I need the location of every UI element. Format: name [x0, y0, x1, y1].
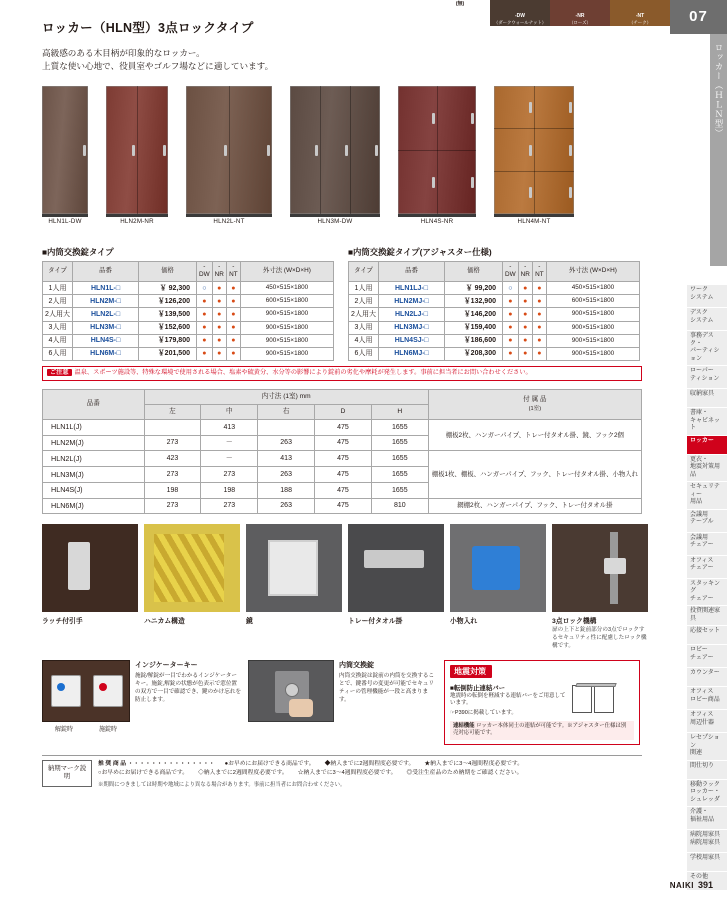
locker-illustration — [398, 86, 476, 214]
price-std-cell-dw: ● — [197, 308, 213, 321]
feature-1 — [144, 524, 240, 650]
rail-item-15[interactable]: ロビー チェアー — [687, 645, 727, 668]
delivery-legend — [42, 755, 642, 789]
swatch-nt-code: （チーク） — [629, 19, 651, 25]
price-adj-cell-nt: ● — [532, 334, 546, 347]
indicator-unlocked-label: 解錠時 — [54, 726, 73, 733]
table-row — [43, 321, 334, 334]
price-std-cell-nr: ● — [212, 308, 226, 321]
dim-col-d: D — [315, 405, 372, 420]
price-adj-cell-price: ￥186,600 — [445, 334, 503, 347]
table-row — [349, 321, 640, 334]
dim-cell: － — [201, 435, 258, 451]
quake-note — [450, 721, 634, 740]
dim-col-inner: 内寸法 (1室) mm — [144, 390, 428, 405]
price-table-adjuster-wrap — [348, 246, 640, 361]
dim-cell-fittings: 棚板2枚、ハンガーパイプ、トレー付タオル掛、鏡、フック2個 — [428, 419, 641, 450]
price-std-cell-dw: ● — [197, 295, 213, 308]
dim-cell: 263 — [258, 435, 315, 451]
dim-cell: HLN4S(J) — [43, 482, 145, 498]
dim-cell: 1655 — [371, 467, 428, 483]
price-std-cell-size: 450×515×1800 — [240, 282, 333, 295]
price-std-cell-nr: ● — [212, 347, 226, 360]
rail-item-3[interactable]: ローパー ティション — [687, 366, 727, 389]
price-adj-cell-dw: ● — [503, 321, 519, 334]
price-std-cell-dw: ● — [197, 334, 213, 347]
dim-cell: 273 — [201, 467, 258, 483]
price-adj-cell-nr: ● — [518, 347, 532, 360]
price-std-cell-type: 2人用 — [43, 295, 73, 308]
price-std-cell-type: 2人用大 — [43, 308, 73, 321]
table-row — [349, 347, 640, 360]
price-adj-cell-code: HLN2LJ-□ — [379, 308, 445, 321]
dim-cell: 198 — [201, 482, 258, 498]
product-photo-row — [42, 86, 642, 238]
product-photo-0 — [42, 86, 88, 225]
dim-cell: 188 — [258, 482, 315, 498]
rail-item-17[interactable]: オフィス ロビー商品 — [687, 687, 727, 710]
price-std-col-5: -NT — [226, 261, 240, 282]
cylinder-panel — [248, 660, 438, 745]
legend-item: ★納入までに3～4週間程度必要です。 — [424, 760, 524, 767]
price-adj-cell-type: 6人用 — [349, 347, 379, 360]
price-std-cell-dw: ● — [197, 321, 213, 334]
price-std-cell-size: 900×515×1800 — [240, 347, 333, 360]
dim-col-center: 中 — [201, 405, 258, 420]
price-std-col-4: -NR — [212, 261, 226, 282]
dim-cell-fittings: 網棚2枚、ハンガーパイプ、フック、トレー付タオル掛 — [428, 498, 641, 514]
quake-sub-1: ■転倒防止連結バー — [450, 684, 505, 692]
feature-image-5 — [552, 524, 648, 612]
price-adj-cell-price: ￥146,200 — [445, 308, 503, 321]
price-adj-cell-code: HLN1LJ-□ — [379, 282, 445, 295]
rail-item-14[interactable]: 応接セット — [687, 626, 727, 645]
legend-item: ○お早めにお届けできる商品です。 — [98, 770, 188, 777]
price-adj-cell-type: 1人用 — [349, 282, 379, 295]
price-std-cell-code: HLN2L-□ — [73, 308, 139, 321]
price-adj-col-3: -DW — [503, 261, 519, 282]
price-adj-cell-nr: ● — [518, 308, 532, 321]
rail-item-10[interactable]: 会議用 チェアー — [687, 533, 727, 556]
price-std-col-6: 外寸法 (W×D×H) — [240, 261, 333, 282]
price-adj-col-1: 品番 — [379, 261, 445, 282]
quake-body-1: 地震時の転倒を軽減する連結バーをご用意しています。 — [450, 692, 566, 707]
feature-image-2 — [246, 524, 342, 612]
product-photo-1 — [106, 86, 168, 225]
dim-cell — [144, 419, 201, 435]
locker-illustration — [494, 86, 574, 214]
dim-cell: 475 — [315, 482, 372, 498]
dim-cell: 810 — [371, 498, 428, 514]
price-adj-cell-nt: ● — [532, 295, 546, 308]
caution-text: 温泉、スポーツ施設等、特殊な環境で使用される場合、塩素や硫黄分、水分等の影響により錠前の劣化や摩耗が発生します。事前に担当者にお問い合わせください。 — [74, 369, 532, 377]
feature-image-4 — [450, 524, 546, 612]
feature-3 — [348, 524, 444, 650]
feature-0 — [42, 524, 138, 650]
price-adj-cell-size: 900×515×1800 — [546, 321, 639, 334]
price-std-cell-nr: ● — [212, 334, 226, 347]
product-photo-caption: HLN3M-DW — [317, 217, 353, 225]
product-photo-caption: HLN2M-NR — [120, 217, 154, 225]
dim-cell — [258, 419, 315, 435]
table-row — [43, 498, 642, 514]
price-adj-cell-nt: ● — [532, 321, 546, 334]
dim-cell: HLN6M(J) — [43, 498, 145, 514]
legend-item: ◎受注生産品のため納期をご確認ください。 — [406, 770, 523, 777]
cylinder-text: 内筒交換錠は錠前の内筒を交換することで、鍵番号の変更が可能でセキュリティーの管理機能が一段と高まります。 — [339, 672, 435, 704]
price-std-cell-nr: ● — [212, 282, 226, 295]
price-std-cell-size: 900×515×1800 — [240, 334, 333, 347]
quake-sub-2: 連結機能 — [453, 722, 475, 729]
rail-item-8[interactable]: セキュリティー 用品 — [687, 482, 727, 510]
table-row — [43, 451, 642, 467]
rail-item-13[interactable]: 投資関連家具 — [687, 606, 727, 626]
legend-item: ◆納入までに2週間程度必要です。 — [324, 760, 415, 767]
price-adj-col-5: -NT — [532, 261, 546, 282]
price-adj-col-2: 価格 — [445, 261, 503, 282]
legend-note: ※期間につきましては時期や地域により異なる場合があります。事前に担当者にお問合わせください。 — [98, 781, 346, 788]
dim-cell: 1655 — [371, 451, 428, 467]
price-adj-cell-price: ￥208,300 — [445, 347, 503, 360]
price-std-cell-nt: ● — [226, 347, 240, 360]
caution-badge: ご注意 — [47, 369, 72, 376]
dim-cell: 1655 — [371, 435, 428, 451]
legend-badge: 納期マーク説明 — [42, 760, 92, 787]
locker-illustration — [186, 86, 272, 214]
table-row — [349, 295, 640, 308]
price-adj-cell-type: 4人用 — [349, 334, 379, 347]
rail-item-12[interactable]: スタッキング チェアー — [687, 579, 727, 607]
price-table-standard-wrap — [42, 246, 334, 361]
price-std-cell-price: ￥139,500 — [139, 308, 197, 321]
price-std-cell-nt: ● — [226, 321, 240, 334]
legend-row-1 — [98, 760, 642, 769]
dim-cell: 1655 — [371, 419, 428, 435]
table-row — [349, 282, 640, 295]
price-adj-cell-nr: ● — [518, 282, 532, 295]
price-std-cell-type: 4人用 — [43, 334, 73, 347]
price-adj-cell-nt: ● — [532, 308, 546, 321]
price-std-cell-code: HLN2M-□ — [73, 295, 139, 308]
price-adj-cell-type: 2人用大 — [349, 308, 379, 321]
swatch-dw-code: （ダークウォールナット） — [493, 19, 547, 25]
price-std-col-3: -DW — [197, 261, 213, 282]
rail-item-23[interactable]: 病院用家具 病院用家具 — [687, 830, 727, 853]
price-std-cell-code: HLN6M-□ — [73, 347, 139, 360]
price-adj-cell-dw: ● — [503, 347, 519, 360]
feature-2 — [246, 524, 342, 650]
price-adj-cell-size: 900×515×1800 — [546, 334, 639, 347]
price-std-cell-price: ￥ 92,300 — [139, 282, 197, 295]
rail-item-7[interactable]: 更衣・ 地震対策用品 — [687, 455, 727, 483]
feature-strip — [42, 524, 647, 650]
quake-ref[interactable]: ☞P390に掲載しています。 — [450, 710, 517, 717]
feature-title-1: ハニカム構造 — [144, 618, 185, 626]
table-row — [349, 308, 640, 321]
price-adj-col-4: -NR — [518, 261, 532, 282]
lead-line-1: 高級感のある木目柄が印象的なロッカー。 — [42, 48, 205, 58]
table-row — [43, 282, 334, 295]
price-std-cell-dw: ● — [197, 347, 213, 360]
price-adj-cell-size: 900×515×1800 — [546, 347, 639, 360]
price-std-cell-price: ￥179,800 — [139, 334, 197, 347]
swatch-dw-name: -DW — [515, 13, 525, 20]
product-photo-4 — [398, 86, 476, 225]
price-adj-cell-code: HLN6MJ-□ — [379, 347, 445, 360]
price-std-cell-dw: ○ — [197, 282, 213, 295]
quake-panel — [444, 660, 640, 745]
dim-cell: 475 — [315, 467, 372, 483]
price-adj-cell-nr: ● — [518, 321, 532, 334]
swatch-nt-name: -NT — [635, 13, 645, 20]
price-std-cell-size: 600×515×1800 — [240, 295, 333, 308]
price-adj-cell-dw: ● — [503, 308, 519, 321]
price-adj-cell-price: ￥132,900 — [445, 295, 503, 308]
swatch-none-name: (無) — [455, 1, 465, 7]
price-std-cell-nt: ● — [226, 308, 240, 321]
feature-image-3 — [348, 524, 444, 612]
price-adj-cell-size: 450×515×1800 — [546, 282, 639, 295]
price-std-cell-type: 3人用 — [43, 321, 73, 334]
price-table-adjuster-heading: ■内筒交換錠タイプ(アジャスター仕様) — [348, 246, 492, 257]
dim-cell: 273 — [201, 498, 258, 514]
price-adj-cell-code: HLN2MJ-□ — [379, 295, 445, 308]
rail-item-2[interactable]: 事務デスク・ パーティション — [687, 331, 727, 366]
price-adj-cell-nt: ● — [532, 282, 546, 295]
price-std-cell-code: HLN3M-□ — [73, 321, 139, 334]
indicator-text: 施錠/解錠が一目でわかるインジケーターキー。施錠,解錠の状態が色表示で窓位置の双方で一目で確認でき、鍵のかけ忘れを防止します。 — [135, 672, 242, 704]
feature-title-3: トレー付タオル掛 — [348, 618, 403, 626]
dim-col-right: 右 — [258, 405, 315, 420]
dim-cell: 198 — [144, 482, 201, 498]
bottom-info-row — [42, 660, 642, 745]
feature-image-0 — [42, 524, 138, 612]
dim-cell: HLN3M(J) — [43, 467, 145, 483]
brand-name: NAIKI — [669, 881, 694, 890]
table-row — [349, 334, 640, 347]
locker-illustration — [106, 86, 168, 214]
rail-item-24[interactable]: 学校用家具 — [687, 853, 727, 872]
price-adj-cell-code: HLN3MJ-□ — [379, 321, 445, 334]
price-std-cell-nt: ● — [226, 334, 240, 347]
price-adj-cell-type: 3人用 — [349, 321, 379, 334]
dim-cell: 475 — [315, 451, 372, 467]
rail-item-20[interactable]: 間仕切り — [687, 761, 727, 780]
price-adj-cell-dw: ● — [503, 295, 519, 308]
chapter-number: 07 — [670, 0, 727, 34]
price-std-cell-price: ￥201,500 — [139, 347, 197, 360]
price-std-cell-nr: ● — [212, 321, 226, 334]
feature-image-1 — [144, 524, 240, 612]
rail-item-11[interactable]: オフィス チェアー — [687, 556, 727, 579]
price-adj-cell-size: 900×515×1800 — [546, 308, 639, 321]
price-std-cell-nr: ● — [212, 295, 226, 308]
dim-cell: 413 — [201, 419, 258, 435]
rail-item-16[interactable]: カウンター — [687, 668, 727, 687]
price-adj-cell-size: 600×515×1800 — [546, 295, 639, 308]
price-adj-cell-code: HLN4SJ-□ — [379, 334, 445, 347]
rail-item-0[interactable]: ワーク システム — [687, 285, 727, 308]
dim-cell: 273 — [144, 498, 201, 514]
indicator-locked-label: 施錠時 — [98, 726, 117, 733]
product-photo-2 — [186, 86, 272, 225]
price-std-cell-nt: ● — [226, 282, 240, 295]
legend-recommend-label: 推 奨 商 品 ・・・・・・・・・・・・・・・ — [98, 760, 215, 767]
page-folio — [670, 880, 713, 890]
price-table-adjuster — [348, 261, 640, 361]
rail-item-19[interactable]: レセプション 関連 — [687, 733, 727, 761]
swatch-nr-name: -NR — [575, 13, 585, 20]
feature-5 — [552, 524, 648, 650]
dim-col-h: H — [371, 405, 428, 420]
dim-cell: 1655 — [371, 482, 428, 498]
indicator-panel — [42, 660, 242, 745]
dim-cell: HLN1L(J) — [43, 419, 145, 435]
page-title: ロッカー（HLN型）3点ロックタイプ — [42, 21, 254, 35]
table-row — [43, 347, 334, 360]
dim-cell: 475 — [315, 498, 372, 514]
price-adj-cell-dw: ○ — [503, 282, 519, 295]
price-adj-cell-price: ￥ 99,200 — [445, 282, 503, 295]
product-photo-3 — [290, 86, 380, 225]
dim-cell: 273 — [144, 435, 201, 451]
category-rail[interactable] — [687, 285, 727, 891]
price-std-cell-type: 6人用 — [43, 347, 73, 360]
locker-illustration — [290, 86, 380, 214]
price-std-cell-price: ￥152,600 — [139, 321, 197, 334]
dim-cell-fittings: 棚板1枚、棚板、ハンガーパイプ、フック、トレー付タオル掛、小物入れ — [428, 451, 641, 498]
dim-cell: 263 — [258, 467, 315, 483]
dim-cell: HLN2M(J) — [43, 435, 145, 451]
dim-cell: 475 — [315, 435, 372, 451]
table-row — [43, 308, 334, 321]
price-table-standard-heading: ■内筒交換錠タイプ — [42, 246, 114, 257]
indicator-title: インジケーターキー — [135, 661, 198, 669]
price-adj-col-6: 外寸法 (W×D×H) — [546, 261, 639, 282]
chapter-tab — [710, 34, 727, 266]
product-photo-caption: HLN4S-NR — [420, 217, 454, 225]
rail-item-25[interactable]: その他 — [687, 872, 727, 891]
price-adj-cell-nt: ● — [532, 347, 546, 360]
price-table-standard — [42, 261, 334, 361]
price-std-col-1: 品番 — [73, 261, 139, 282]
page-number: 391 — [697, 880, 713, 890]
product-photo-caption: HLN4M-NT — [517, 217, 551, 225]
price-std-cell-size: 900×515×1800 — [240, 321, 333, 334]
rail-item-18[interactable]: オフィス 周辺什器 — [687, 710, 727, 733]
rail-item-9[interactable]: 会議用 テーブル — [687, 510, 727, 533]
caution-note — [42, 366, 642, 381]
legend-item: ●お早めにお届けできる商品です。 — [224, 760, 315, 767]
cylinder-title: 内筒交換錠 — [339, 661, 374, 669]
table-row — [43, 334, 334, 347]
product-photo-caption: HLN1L-DW — [48, 217, 82, 225]
feature-title-4: 小物入れ — [450, 618, 478, 626]
table-row — [43, 295, 334, 308]
rail-item-4[interactable]: 収納家具 — [687, 389, 727, 408]
price-std-cell-price: ￥126,200 — [139, 295, 197, 308]
legend-row-2 — [98, 769, 642, 778]
dim-cell: 263 — [258, 498, 315, 514]
product-photo-5 — [494, 86, 574, 225]
locker-illustration — [42, 86, 88, 214]
swatch-nr-code: （ローズ） — [569, 19, 591, 25]
dim-cell: 273 — [144, 467, 201, 483]
feature-title-0: ラッチ付引手 — [42, 618, 83, 626]
dim-cell: 475 — [315, 419, 372, 435]
feature-title-5: 3点ロック機構 — [552, 618, 597, 626]
dim-col-fittings: 付 属 品 (1室) — [428, 390, 641, 420]
legend-item: ◇納入までに2週間程度必要です。 — [198, 770, 288, 777]
price-std-cell-size: 900×515×1800 — [240, 308, 333, 321]
price-std-col-0: タイプ — [43, 261, 73, 282]
quake-body-2: ロッカー本体同士の連結が可能です。※アジャスター仕様は別売対応可能です。 — [453, 722, 627, 737]
legend-item: ☆納入までに3～4週間程度必要です。 — [297, 770, 397, 777]
dim-cell: 413 — [258, 451, 315, 467]
price-adj-cell-type: 2人用 — [349, 295, 379, 308]
chapter-tab-label: ロッカー（ＨＬＮ型） — [714, 43, 724, 138]
table-row — [43, 419, 642, 435]
price-std-cell-code: HLN1L-□ — [73, 282, 139, 295]
dimension-table — [42, 389, 642, 514]
page-lead — [42, 47, 642, 74]
price-adj-col-0: タイプ — [349, 261, 379, 282]
rail-item-5[interactable]: 書庫・ キャビネット — [687, 408, 727, 436]
price-adj-cell-nr: ● — [518, 334, 532, 347]
feature-title-2: 鏡 — [246, 618, 253, 626]
rail-item-22[interactable]: 介護・ 福祉用品 — [687, 807, 727, 830]
dim-cell: 423 — [144, 451, 201, 467]
price-adj-cell-nr: ● — [518, 295, 532, 308]
dim-col-name: 品番 — [43, 390, 145, 420]
price-adj-cell-dw: ● — [503, 334, 519, 347]
feature-4 — [450, 524, 546, 650]
quake-badge: 地震対策 — [450, 665, 492, 678]
product-photo-caption: HLN2L-NT — [213, 217, 245, 225]
feature-text-5: 扉の上下と錠前部分の3点でロックするセキュリティ性に配慮したロック機構です。 — [552, 627, 647, 649]
dim-col-left: 左 — [144, 405, 201, 420]
price-adj-cell-price: ￥159,400 — [445, 321, 503, 334]
rail-item-6[interactable]: ロッカー — [687, 436, 727, 455]
lead-line-2: 上質な使い心地で、役員室やゴルフ場などに適しています。 — [42, 61, 274, 72]
price-std-cell-nt: ● — [226, 295, 240, 308]
rail-item-21[interactable]: 移動ラック ロッカー・ シュレッダ — [687, 780, 727, 808]
dim-cell: HLN2L(J) — [43, 451, 145, 467]
dim-cell: － — [201, 451, 258, 467]
rail-item-1[interactable]: デスク システム — [687, 308, 727, 331]
price-std-cell-code: HLN4S-□ — [73, 334, 139, 347]
price-std-cell-type: 1人用 — [43, 282, 73, 295]
price-std-col-2: 価格 — [139, 261, 197, 282]
